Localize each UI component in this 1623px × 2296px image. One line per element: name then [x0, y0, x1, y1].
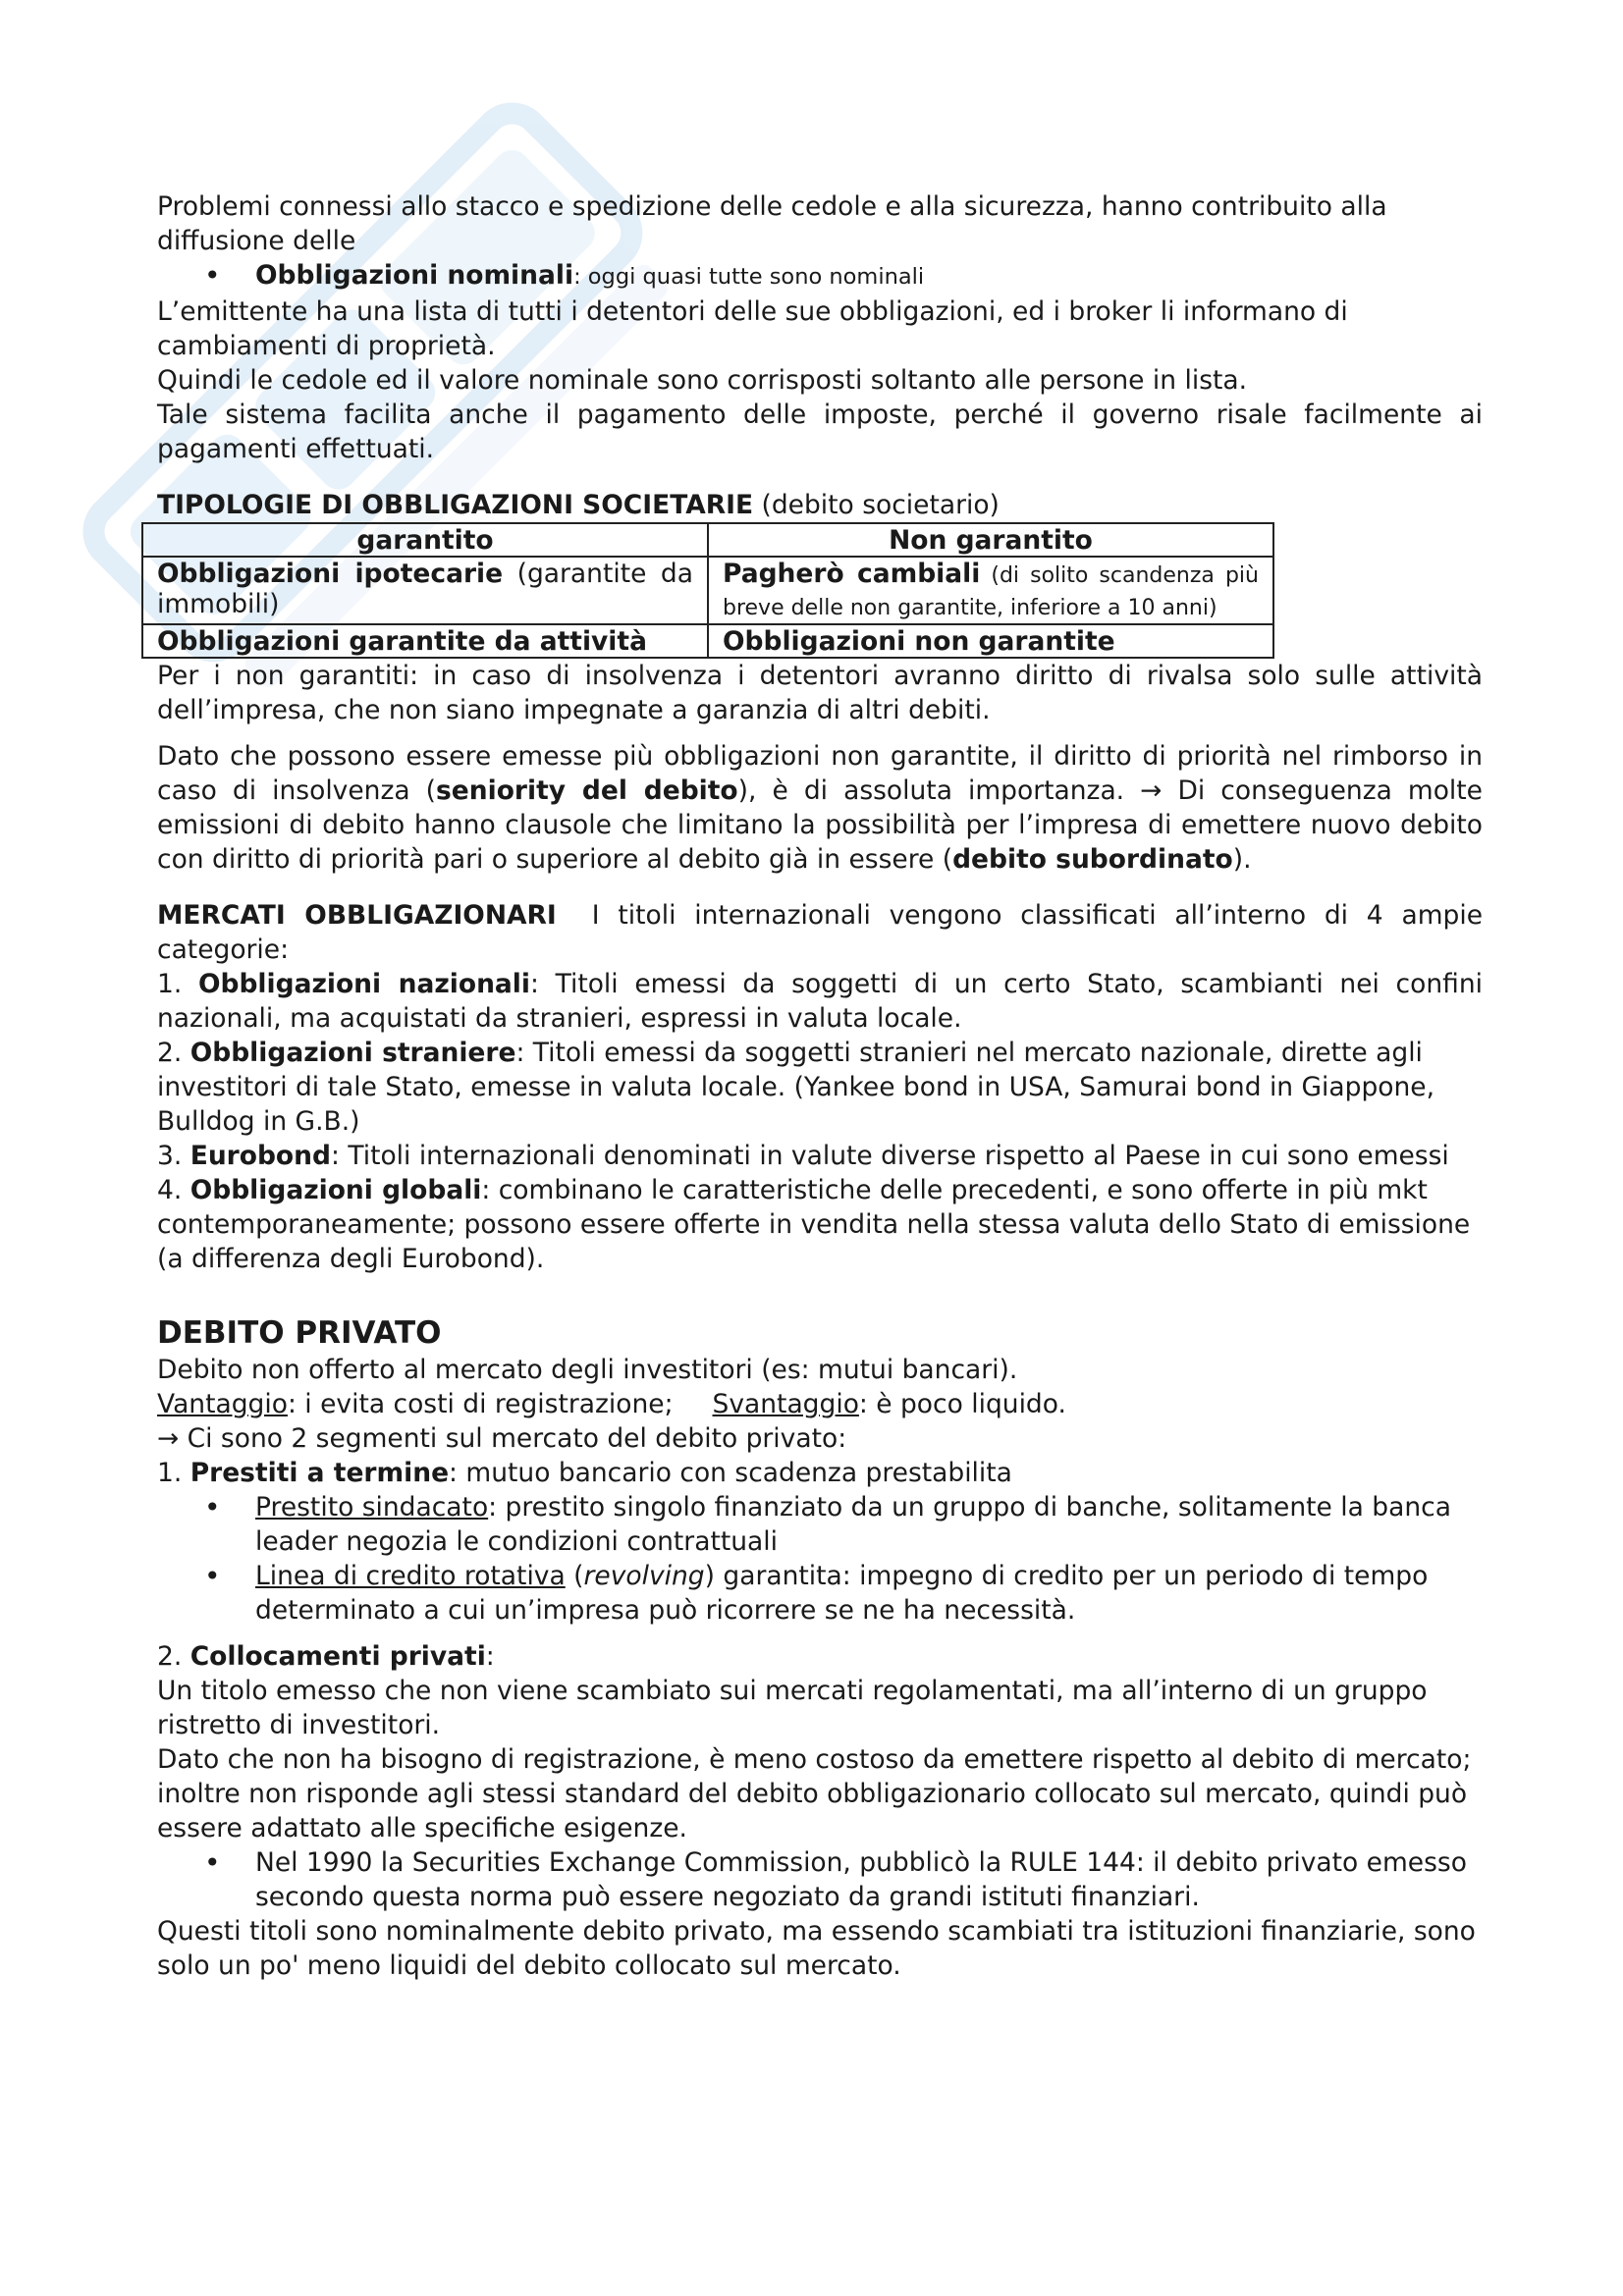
- text-run: ).: [1232, 844, 1252, 875]
- item-text: : Titoli internazionali denominati in valute diverse rispetto al Paese in cui sono emessi: [330, 1141, 1449, 1171]
- tipologie-paragraph-1: Per i non garantiti: in caso di insolvenza i detentori avranno diritto di rivalsa solo sulle attività dell’impresa, che non siano impegnate a garanzia di altri debiti.: [157, 661, 1483, 725]
- table-header-cell: garantito: [142, 523, 708, 557]
- bold-term: Obbligazioni globali: [189, 1175, 482, 1205]
- bold-term: debito subordinato: [952, 844, 1233, 875]
- table-header-row: [142, 523, 1273, 557]
- collocamenti-paragraph-2: Dato che non ha bisogno di registrazione, è meno costoso da emettere rispetto al debito di mercato; inoltre non risponde agli stessi standard del debito obbligazionario collocato sul mercato, quindi può essere adattato alle specifiche esigenze.: [157, 1744, 1472, 1843]
- item-text: : mutuo bancario con scadenza prestabilita: [449, 1458, 1012, 1488]
- list-item: [157, 967, 1483, 1036]
- bullet-text: ) garantita: impegno di credito per un periodo di tempo determinato a cui un’impresa può ricorrere se ne ha necessità.: [255, 1561, 1429, 1626]
- table-cell: [142, 557, 708, 624]
- arrow-icon: →: [1140, 775, 1163, 806]
- vantaggio-svantaggio-line: [157, 1387, 1483, 1421]
- segmenti-line: [157, 1421, 1483, 1456]
- section-heading-tipologie: [157, 488, 1483, 522]
- heading-rest: I titoli internazionali vengono classificati all’interno di 4 ampie categorie:: [157, 900, 1483, 965]
- bond-types-table: [141, 522, 1274, 659]
- text-run: ), è di assoluta importanza.: [737, 775, 1141, 806]
- tipologie-paragraph-2: [157, 739, 1483, 877]
- bullet-text: (: [565, 1561, 584, 1591]
- arrow-icon: →: [157, 1423, 180, 1454]
- bold-term: Obbligazioni nazionali: [197, 969, 530, 999]
- vantaggio-text: : i evita costi di registrazione;: [287, 1389, 674, 1419]
- bullet-text: : prestito singolo finanziato da un gruppo di banche, solitamente la banca leader negozia le condizioni contrattuali: [255, 1492, 1451, 1557]
- list-item: [157, 1139, 1483, 1173]
- segmento-1-title: [157, 1456, 1483, 1490]
- bullet-text: : oggi quasi tutte sono nominali: [573, 264, 925, 290]
- intro-line-1: L’emittente ha una lista di tutti i detentori delle sue obbligazioni, ed i broker li informano di cambiamenti di proprietà.: [157, 296, 1348, 361]
- item-text: : combinano le caratteristiche delle precedenti, e sono offerte in più mkt contemporaneamente; possono essere offerte in vendita nella stessa valuta dello Stato di emissione (a differenza degli Eurobond).: [157, 1175, 1471, 1274]
- svantaggio-label: Svantaggio: [712, 1389, 859, 1419]
- bold-term: Prestiti a termine: [189, 1458, 450, 1488]
- cell-bold: Obbligazioni ipotecarie: [157, 559, 504, 589]
- item-text: :: [485, 1641, 495, 1672]
- bold-term: Obbligazioni nominali: [255, 260, 574, 291]
- text-run: Dato che possono essere emesse più obbligazioni non garantite, il diritto di priorità nel rimborso in caso di insolvenza (: [157, 741, 1483, 806]
- table-header-cell: Non garantito: [708, 523, 1273, 557]
- item-text: : Titoli emessi da soggetti di un certo Stato, scambianti nei confini nazionali, ma acquistati da stranieri, espressi in valuta locale.: [157, 969, 1483, 1034]
- collocamenti-paragraph-3: Questi titoli sono nominalmente debito privato, ma essendo scambiati tra istituzioni finanziarie, sono solo un po' meno liquidi del debito collocato sul mercato.: [157, 1916, 1476, 1981]
- list-item: [157, 1173, 1483, 1276]
- heading-bold: TIPOLOGIE DI OBBLIGAZIONI SOCIETARIE: [157, 490, 754, 520]
- prestiti-bullet-list: [157, 1490, 1483, 1628]
- bold-term: Eurobond: [189, 1141, 331, 1171]
- debito-privato-definition: Debito non offerto al mercato degli investitori (es: mutui bancari).: [157, 1355, 1018, 1385]
- italic-term: revolving: [583, 1561, 705, 1591]
- list-item: [157, 1036, 1483, 1139]
- item-number: 3.: [157, 1141, 190, 1171]
- text-run: Di conseguenza molte emissioni di debito hanno clausole che limitano la possibilità per l’impresa di emettere nuovo debito con diritto di priorità pari o superiore al debito già in essere (: [157, 775, 1483, 875]
- underlined-term: Linea di credito rotativa: [255, 1561, 566, 1591]
- vantaggio-label: Vantaggio: [157, 1389, 288, 1419]
- item-number: 2.: [157, 1038, 190, 1068]
- document-page: [157, 189, 1483, 1983]
- intro-paragraph: Problemi connessi allo stacco e spedizione delle cedole e alla sicurezza, hanno contribuito alla diffusione delle: [157, 191, 1387, 256]
- collocamenti-paragraph-1: Un titolo emesso che non viene scambiato sui mercati regolamentati, ma all’interno di un gruppo ristretto di investitori.: [157, 1676, 1428, 1740]
- table-row: [142, 557, 1273, 624]
- heading-bold: MERCATI OBBLIGAZIONARI: [157, 900, 557, 931]
- cell-bold: Pagherò cambiali: [723, 559, 981, 589]
- intro-bullet-list: [157, 258, 1483, 294]
- section-heading-debito-privato: DEBITO PRIVATO: [157, 1315, 442, 1351]
- bold-term: Obbligazioni straniere: [189, 1038, 516, 1068]
- underlined-term: Prestito sindacato: [255, 1492, 489, 1522]
- rule-bullet-list: [157, 1845, 1483, 1914]
- mercati-list: [157, 967, 1483, 1276]
- list-item: [157, 1490, 1483, 1559]
- segmento-2-title: [157, 1639, 1483, 1674]
- intro-line-2: Quindi le cedole ed il valore nominale sono corrisposti soltanto alle persone in lista.: [157, 365, 1248, 396]
- cell-text: (di solito scandenza più breve delle non garantite, inferiore a 10 anni): [723, 563, 1259, 620]
- item-text: : Titoli emessi da soggetti stranieri nel mercato nazionale, dirette agli investitori di tale Stato, emesse in valuta locale. (Yankee bond in USA, Samurai bond in Giappone, Bulldog in G.B.): [157, 1038, 1435, 1137]
- cell-text: (garantite da immobili): [157, 559, 693, 619]
- table-cell: [708, 557, 1273, 624]
- table-cell: [708, 624, 1273, 658]
- cell-bold: Obbligazioni garantite da attività: [157, 626, 647, 657]
- list-item: • Nel 1990 la Securities Exchange Commission, pubblicò la RULE 144: il debito privato emesso secondo questa norma può essere negoziato da grandi istituti finanziari.: [157, 1845, 1483, 1914]
- item-number: 4.: [157, 1175, 190, 1205]
- list-item: [157, 1559, 1483, 1628]
- list-item: [157, 258, 1483, 294]
- item-number: 1.: [157, 969, 198, 999]
- segmenti-text: Ci sono 2 segmenti sul mercato del debito privato:: [179, 1423, 847, 1454]
- cell-bold: Obbligazioni non garantite: [723, 626, 1115, 657]
- table-cell: [142, 624, 708, 658]
- item-number: 2.: [157, 1641, 190, 1672]
- item-number: 1.: [157, 1458, 190, 1488]
- section-heading-mercati: [157, 898, 1483, 967]
- svantaggio-text: : è poco liquido.: [858, 1389, 1066, 1419]
- table-row: [142, 624, 1273, 658]
- heading-rest: (debito societario): [753, 490, 1000, 520]
- bold-term: Collocamenti privati: [189, 1641, 486, 1672]
- intro-line-3: Tale sistema facilita anche il pagamento delle imposte, perché il governo risale facilmente ai pagamenti effettuati.: [157, 400, 1483, 464]
- bold-term: seniority del debito: [436, 775, 738, 806]
